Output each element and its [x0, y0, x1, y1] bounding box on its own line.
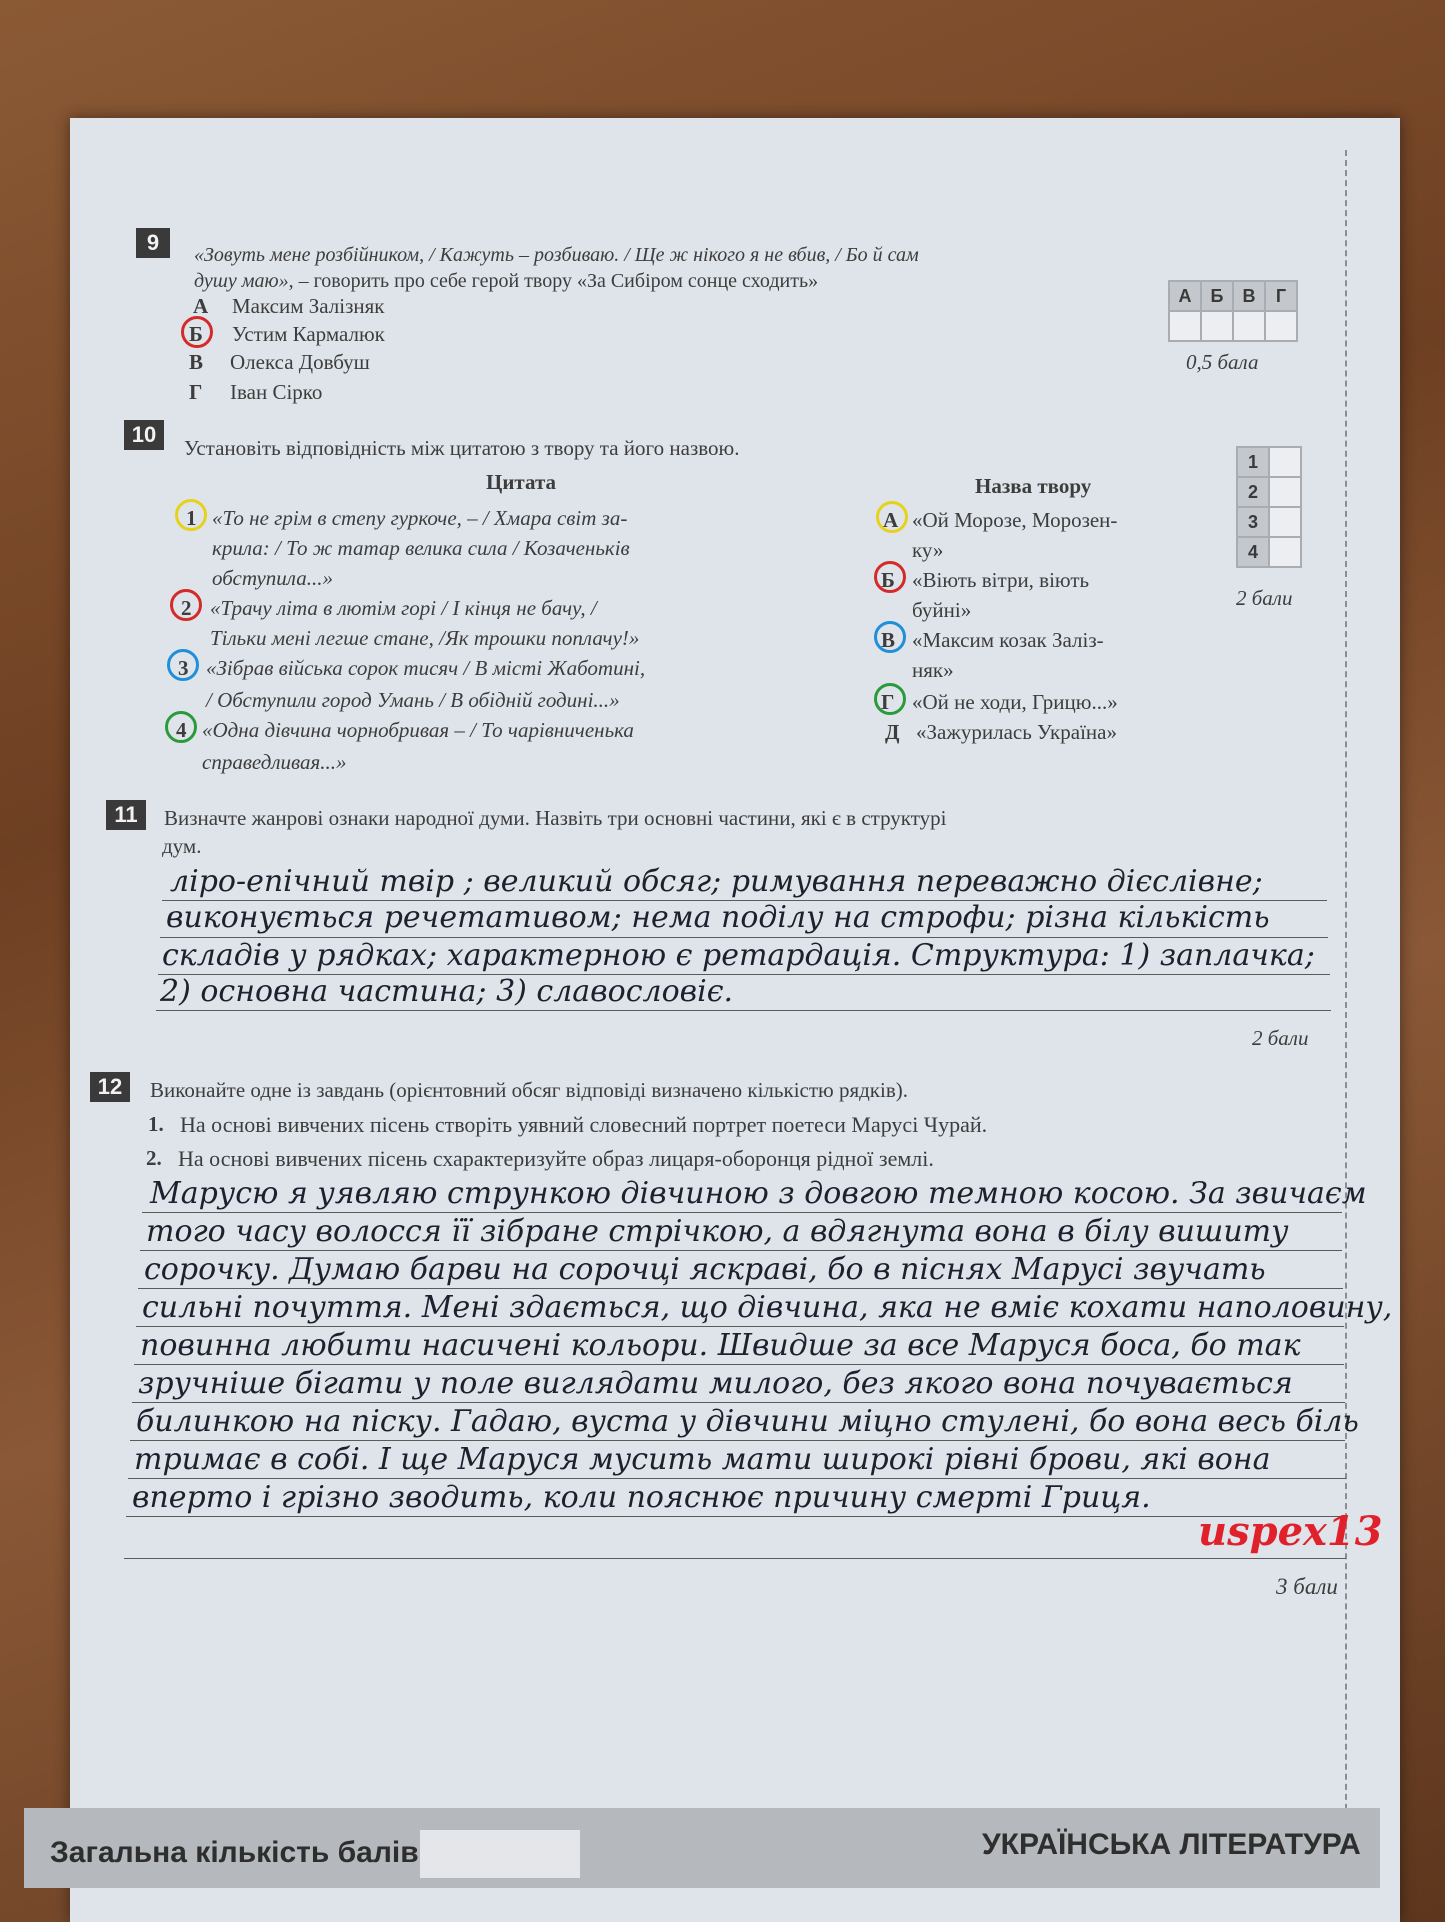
answer-circle-yellow	[876, 501, 908, 533]
q10-title-line: «Ой не ходи, Грицю...»	[912, 690, 1118, 714]
answer-circle-red	[170, 589, 202, 621]
q9-option-letter: А	[193, 294, 209, 318]
q10-quote-number: 1	[186, 506, 197, 530]
answer-line	[128, 1478, 1346, 1479]
q9-option-letter: Б	[189, 322, 203, 346]
question-9-number: 9	[136, 228, 170, 258]
total-score-box[interactable]	[420, 1830, 580, 1878]
grid-header: Г	[1265, 281, 1297, 311]
q10-col-title: Назва твору	[975, 474, 1092, 498]
question-12-number: 12	[90, 1072, 130, 1102]
q12-handwritten-answer: тримає в собі. І ще Маруся мусить мати широкі рівні брови, які вона	[134, 1442, 1271, 1477]
grid-cell[interactable]	[1201, 311, 1233, 341]
q12-handwritten-answer: зручніше бігати у поле виглядати милого, без якого вона почувається	[138, 1366, 1293, 1401]
q9-option-text: Максим Залізняк	[232, 294, 385, 318]
q9-quote-line2: душу маю», – говорить про себе герой твору «За Сибіром сонце сходить»	[194, 270, 819, 292]
q11-question-line2: дум.	[162, 834, 202, 858]
q10-quote-line: «То не грім в степу гуркоче, – / Хмара світ за-	[212, 506, 628, 530]
answer-circle-red	[181, 316, 213, 348]
total-score-label: Загальна кількість балів	[50, 1836, 419, 1869]
grid-header: В	[1233, 281, 1265, 311]
grid-cell[interactable]	[1269, 537, 1301, 567]
q10-title-letter: Б	[881, 568, 895, 592]
q10-quote-number: 3	[178, 656, 189, 680]
perforation-line	[1345, 150, 1347, 1870]
q12-task1: На основі вивчених пісень створіть уявний словесний портрет поетеси Марусі Чурай.	[180, 1112, 988, 1137]
answer-line	[136, 1326, 1344, 1327]
q10-quote-line: / Обступили город Умань / В обідній годині...»	[206, 688, 620, 712]
grid-header: А	[1169, 281, 1201, 311]
q11-handwritten-answer: ліро-епічний твір ; великий обсяг; римування переважно дієслівне;	[170, 864, 1263, 899]
q11-points: 2 бали	[1252, 1026, 1309, 1050]
answer-line	[132, 1402, 1345, 1403]
grid-row-label: 3	[1237, 507, 1269, 537]
q10-quote-line: «Зібрав війська сорок тисяч / В місті Жаботині,	[206, 656, 646, 680]
q10-title-line: «Зажурилась Україна»	[916, 720, 1117, 744]
answer-line	[138, 1288, 1343, 1289]
q10-quote-number: 2	[181, 596, 192, 620]
answer-line	[130, 1440, 1345, 1441]
answer-line	[142, 1212, 1342, 1213]
answer-line	[156, 1010, 1331, 1011]
q9-option-text: Олекса Довбуш	[230, 350, 370, 374]
q12-handwritten-answer: вперто і грізно зводить, коли пояснює причину смерті Гриця.	[132, 1480, 1151, 1515]
q9-option-text: Іван Сірко	[230, 380, 323, 404]
q12-handwritten-answer: Марусю я уявляю стрункою дівчиною з довгою темною косою. За звичаєм	[150, 1176, 1367, 1211]
q9-option-letter: Г	[189, 380, 203, 404]
grid-cell[interactable]	[1269, 477, 1301, 507]
q12-handwritten-answer: сорочку. Думаю барви на сорочці яскраві, бо в піснях Марусі звучать	[144, 1252, 1266, 1287]
q12-points: 3 бали	[1276, 1574, 1338, 1599]
grid-cell[interactable]	[1265, 311, 1297, 341]
grid-cell[interactable]	[1233, 311, 1265, 341]
answer-line	[126, 1516, 1346, 1517]
q9-points: 0,5 бала	[1186, 350, 1259, 374]
q10-quote-line: Тільки мені легше стане, /Як трошки поплачу!»	[210, 626, 640, 650]
q10-title-line: «Ой Морозе, Морозен-	[912, 508, 1118, 532]
answer-circle-blue	[874, 621, 906, 653]
grid-header: Б	[1201, 281, 1233, 311]
q9-option-letter: В	[189, 350, 204, 374]
q12-task1-number: 1.	[148, 1112, 164, 1136]
q10-quote-line: «Трачу літа в лютім горі / І кінця не бачу, /	[210, 596, 597, 620]
q11-question-line1: Визначте жанрові ознаки народної думи. Назвіть три основні частини, які є в структурі	[164, 806, 947, 830]
q10-title-line: няк»	[912, 658, 954, 682]
q10-quote-line: обступила...»	[212, 566, 333, 590]
q10-col-quote: Цитата	[486, 470, 557, 494]
question-10-number: 10	[124, 420, 164, 450]
q12-handwritten-answer: сильні почуття. Мені здається, що дівчина, яка не вміє кохати наполовину,	[142, 1290, 1393, 1325]
q10-title-line: «Максим козак Заліз-	[912, 628, 1104, 652]
q10-title-letter: Д	[885, 720, 900, 744]
q12-handwritten-answer: билинкою на піску. Гадаю, вуста у дівчини міцно стулені, бо вона весь біль	[136, 1404, 1359, 1439]
q10-points: 2 бали	[1236, 586, 1293, 610]
grid-cell[interactable]	[1169, 311, 1201, 341]
q10-answer-grid[interactable]	[1236, 446, 1302, 568]
grid-cell[interactable]	[1269, 447, 1301, 477]
q10-quote-number: 4	[176, 718, 187, 742]
q10-title-letter: Г	[881, 690, 895, 714]
q10-title-letter: В	[881, 628, 896, 652]
q11-handwritten-answer: складів у рядках; характерною є ретардація. Структура: 1) заплачка;	[162, 938, 1315, 973]
q11-handwritten-answer: виконується речетативом; нема поділу на строфи; різна кількість	[166, 900, 1270, 935]
q12-task2-number: 2.	[146, 1146, 162, 1170]
answer-line	[134, 1364, 1344, 1365]
q12-instruction: Виконайте одне із завдань (орієнтовний обсяг відповіді визначено кількістю рядків).	[150, 1078, 908, 1102]
answer-circle-yellow	[175, 499, 207, 531]
q12-handwritten-answer: того часу волосся її зібране стрічкою, а вдягнута вона в білу вишиту	[146, 1214, 1289, 1249]
q10-title-letter: А	[883, 508, 899, 532]
grid-row-label: 4	[1237, 537, 1269, 567]
q10-quote-line: «Одна дівчина чорнобривая – / То чарівниченька	[202, 718, 634, 742]
q10-quote-line: справедливая...»	[202, 750, 347, 774]
watermark-signature: uspex13	[1198, 1508, 1383, 1555]
q12-handwritten-answer: повинна любити насичені кольори. Швидше за все Маруся боса, бо так	[140, 1328, 1301, 1363]
q9-quote-line1: «Зовуть мене розбійником, / Кажуть – розбиваю. / Ще ж нікого я не вбив, / Бо й сам	[194, 244, 919, 266]
grid-row-label: 1	[1237, 447, 1269, 477]
q10-instruction: Установіть відповідність між цитатою з твору та його назвою.	[184, 436, 740, 460]
answer-line	[140, 1250, 1342, 1251]
answer-line	[124, 1558, 1346, 1559]
answer-circle-green	[165, 711, 197, 743]
answer-circle-blue	[167, 649, 199, 681]
q12-task2: На основі вивчених пісень схарактеризуйте образ лицаря-оборонця рідної землі.	[178, 1146, 934, 1171]
q11-handwritten-answer: 2) основна частина; 3) славословіє.	[160, 974, 734, 1009]
answer-circle-red	[874, 561, 906, 593]
answer-circle-green	[874, 683, 906, 715]
q9-option-text: Устим Кармалюк	[232, 322, 385, 346]
q9-answer-grid[interactable]	[1168, 280, 1298, 342]
grid-cell[interactable]	[1269, 507, 1301, 537]
q10-quote-line: крила: / То ж татар велика сила / Козаченьків	[212, 536, 630, 560]
q10-title-line: буйні»	[912, 598, 972, 622]
subject-title: УКРАЇНСЬКА ЛІТЕРАТУРА	[982, 1828, 1361, 1861]
grid-row-label: 2	[1237, 477, 1269, 507]
q10-title-line: «Віють вітри, віють	[912, 568, 1090, 592]
question-11-number: 11	[106, 800, 146, 830]
q10-title-line: ку»	[912, 538, 944, 562]
